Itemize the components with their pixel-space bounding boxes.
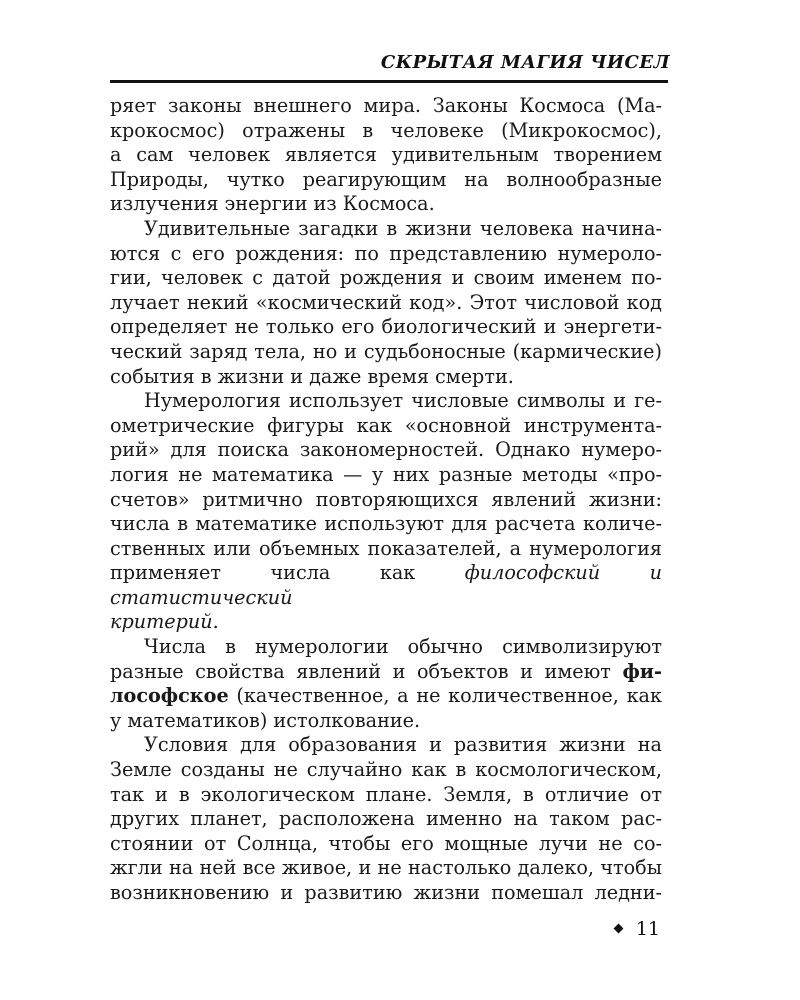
running-head-title: СКРЫТАЯ МАГИЯ ЧИСЕЛ (380, 52, 670, 73)
text-line: ственных или объемных показателей, а нумерология (110, 536, 662, 560)
text-line: рий» для поиска закономерностей. Однако нумеро- (110, 438, 662, 462)
text-line: события в жизни и даже время смерти. (110, 364, 514, 388)
bold-run: лософское (110, 684, 229, 708)
text-run: разные свойства явлений и объектов и имеют (110, 659, 623, 683)
text-line: стоянии от Солнца, чтобы его мощные лучи не со- (110, 831, 662, 855)
text-line: а сам человек является удивительным творением (110, 143, 662, 167)
text-line: Числа в нумерологии обычно символизируют (144, 635, 662, 659)
page-number: 11 (635, 918, 660, 940)
text-line: определяет не только его биологический и энергети- (110, 315, 662, 339)
text-line: Нумерология использует числовые символы и ге- (144, 389, 662, 413)
text-line: ются с его рождения: по представлению нумероло- (110, 241, 662, 265)
text-line (110, 660, 662, 685)
text-line: у математиков) истолкование. (110, 708, 421, 732)
text-line: лучает некий «космический код». Этот числовой код (110, 290, 662, 314)
header-rule (110, 80, 668, 83)
text-run: . (212, 610, 219, 634)
text-line: гии, человек с датой рождения и своим именем по- (110, 266, 662, 290)
text-line (110, 561, 662, 610)
italic-run: философский и статистический (110, 561, 662, 609)
text-line: ческий заряд тела, но и судьбоносные (кармические) (110, 339, 662, 363)
diamond-icon (613, 924, 623, 934)
italic-run: критерий (110, 610, 213, 634)
text-line: Удивительные загадки в жизни человека начина- (144, 216, 662, 240)
text-line: логия не математика — у них разные методы «про- (110, 462, 662, 486)
text-line: других планет, расположена именно на таком рас- (110, 807, 662, 831)
text-line: ряет законы внешнего мира. Законы Космоса (Ма- (110, 94, 662, 117)
text-line: излучения энергии из Космоса. (110, 192, 435, 216)
text-line (110, 610, 662, 635)
page-folio (615, 918, 660, 940)
text-line: возникновению и развитию жизни помешал ледни- (110, 881, 662, 904)
text-line: так и в экологическом плане. Земля, в отличие от (110, 782, 662, 806)
bold-run: фи- (622, 659, 662, 683)
text-line: Условия для образования и развития жизни на (144, 733, 662, 757)
text-line: Земле созданы не случайно как в космологическом, (110, 758, 662, 782)
text-run: применяет числа как (110, 561, 465, 585)
text-line: жгли на ней все живое, и не настолько далеко, чтобы (110, 856, 662, 880)
text-line: ометрические фигуры как «основной инструмента- (110, 413, 662, 437)
text-line: числа в математике используют для расчета количе- (110, 512, 662, 536)
body-text (110, 94, 662, 906)
text-line: крокосмос) отражены в человеке (Микрокосмос), (110, 118, 662, 142)
text-run: (качественное, а не количественное, как (228, 684, 662, 708)
text-line (110, 684, 662, 709)
text-line: Природы, чутко реагирующим на волнообразные (110, 167, 662, 191)
text-line: счетов» ритмично повторяющихся явлений жизни: (110, 487, 662, 511)
